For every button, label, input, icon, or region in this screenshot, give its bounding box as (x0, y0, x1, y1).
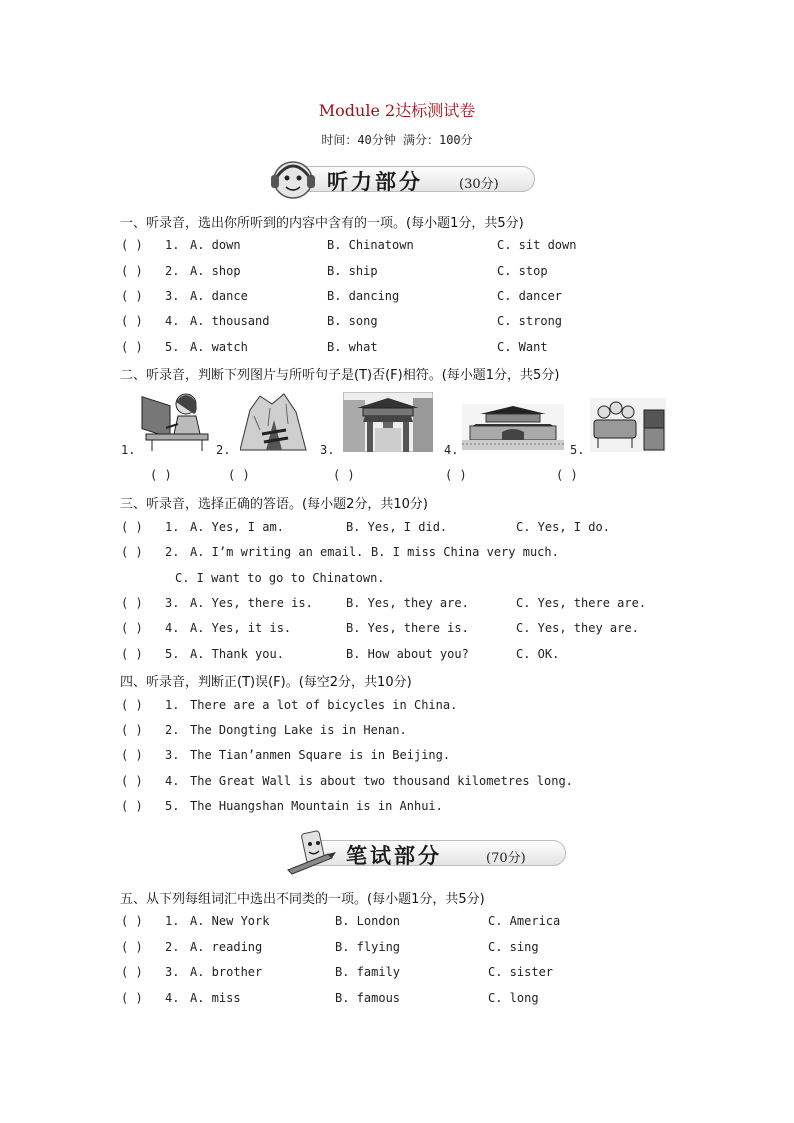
picture-number: 1. (121, 443, 136, 457)
option-b: B. How about you? (346, 647, 469, 661)
section3-heading: 三、听录音，选择正确的答语。(每小题2分，共10分) (120, 497, 428, 512)
option-b: B. Yes, I did. (346, 520, 448, 534)
listening-banner (255, 156, 535, 196)
answer-blank[interactable]: ( ) (121, 748, 143, 762)
answer-blank[interactable]: ( ) (121, 238, 143, 252)
answer-blank[interactable]: ( ) (121, 340, 143, 354)
option-c: C. long (488, 991, 539, 1005)
option-a: A. Thank you. (190, 647, 284, 661)
option-c: C. stop (497, 264, 548, 278)
option-a: A. brother (190, 965, 263, 979)
answer-blank[interactable]: ( ) (121, 289, 143, 303)
mountain-pine-picture (240, 390, 308, 452)
section4-heading: 四、听录音，判断正(T)误(F)。(每空2分，共10分) (120, 675, 412, 690)
item-number: 2. (165, 940, 180, 954)
picture-number: 5. (570, 443, 585, 457)
section1-heading: 一、听录音，选出你所听到的内容中含有的一项。(每小题1分，共5分) (120, 216, 524, 231)
option-a: A. Yes, it is. (190, 621, 292, 635)
option-b: B. what (327, 340, 378, 354)
item-number: 4. (165, 621, 180, 635)
exam-info: 时间：40分钟 满分：100分 (321, 133, 473, 147)
option-c: C. dancer (497, 289, 563, 303)
item-number: 1. (165, 914, 180, 928)
answer-blank[interactable]: ( ) (121, 621, 143, 635)
statement: The Tian’anmen Square is in Beijing. (190, 748, 451, 762)
item-number: 1. (165, 520, 180, 534)
family-watching-tv-picture (590, 398, 666, 452)
answer-blank[interactable]: ( ) (121, 965, 143, 979)
answer-blank[interactable]: ( ) (445, 468, 467, 482)
statement: The Great Wall is about two thousand kilometres long. (190, 774, 573, 788)
option-c: C. OK. (516, 647, 560, 661)
answer-blank[interactable]: ( ) (333, 468, 355, 482)
answer-blank[interactable]: ( ) (228, 468, 250, 482)
option-a: A. Yes, I am. (190, 520, 284, 534)
option-b: B. Chinatown (327, 238, 414, 252)
section5-heading: 五、从下列每组词汇中选出不同类的一项。(每小题1分，共5分) (120, 892, 485, 907)
option-b: B. famous (335, 991, 401, 1005)
answer-blank[interactable]: ( ) (121, 991, 143, 1005)
girl-at-computer-picture (140, 390, 210, 452)
option-a: A. reading (190, 940, 263, 954)
option-a: A. miss (190, 991, 241, 1005)
option-a: A. Yes, there is. (190, 596, 313, 610)
answer-blank[interactable]: ( ) (121, 799, 143, 813)
answer-blank[interactable]: ( ) (121, 314, 143, 328)
item-number: 2. (165, 723, 180, 737)
option-b: B. London (335, 914, 401, 928)
item-number: 1. (165, 238, 180, 252)
writing-banner-score: (70分) (486, 851, 526, 866)
section2-heading: 二、听录音，判断下列图片与所听句子是(T)否(F)相符。(每小题1分，共5分) (120, 368, 560, 383)
option-b: B. song (327, 314, 378, 328)
listening-banner-score: (30分) (459, 177, 499, 192)
option-b: B. dancing (327, 289, 400, 303)
option-c: C. sing (488, 940, 539, 954)
option-a: A. I’m writing an email. (190, 545, 364, 559)
option-c: C. Want (497, 340, 548, 354)
option-b: B. I miss China very much. (371, 545, 559, 559)
picture-number: 3. (320, 443, 335, 457)
option-c: C. America (488, 914, 561, 928)
headphones-mascot-icon (259, 156, 323, 202)
item-number: 1. (165, 698, 180, 712)
statement: There are a lot of bicycles in China. (190, 698, 458, 712)
option-b: B. Yes, they are. (346, 596, 469, 610)
tiananmen-picture (462, 404, 564, 450)
item-number: 4. (165, 774, 180, 788)
option-b: B. ship (327, 264, 378, 278)
item-number: 3. (165, 748, 180, 762)
option-a: A. New York (190, 914, 270, 928)
item-number: 2. (165, 545, 180, 559)
answer-blank[interactable]: ( ) (121, 545, 143, 559)
option-c: C. Yes, I do. (516, 520, 610, 534)
answer-blank[interactable]: ( ) (121, 520, 143, 534)
option-b: B. flying (335, 940, 401, 954)
item-number: 3. (165, 965, 180, 979)
answer-blank[interactable]: ( ) (556, 468, 578, 482)
item-number: 5. (165, 647, 180, 661)
item-number: 5. (165, 799, 180, 813)
item-number: 5. (165, 340, 180, 354)
option-c: C. I want to go to Chinatown. (175, 571, 385, 585)
option-c: C. strong (497, 314, 563, 328)
answer-blank[interactable]: ( ) (121, 940, 143, 954)
option-a: A. down (190, 238, 241, 252)
answer-blank[interactable]: ( ) (121, 774, 143, 788)
option-a: A. dance (190, 289, 248, 303)
statement: The Huangshan Mountain is in Anhui. (190, 799, 443, 813)
item-number: 2. (165, 264, 180, 278)
option-a: A. thousand (190, 314, 270, 328)
item-number: 4. (165, 991, 180, 1005)
item-number: 3. (165, 289, 180, 303)
answer-blank[interactable]: ( ) (121, 264, 143, 278)
statement: The Dongting Lake is in Henan. (190, 723, 407, 737)
answer-blank[interactable]: ( ) (121, 914, 143, 928)
item-number: 3. (165, 596, 180, 610)
answer-blank[interactable]: ( ) (121, 647, 143, 661)
answer-blank[interactable]: ( ) (121, 596, 143, 610)
picture-number: 4. (444, 443, 459, 457)
option-b: B. family (335, 965, 401, 979)
option-a: A. shop (190, 264, 241, 278)
answer-blank[interactable]: ( ) (121, 698, 143, 712)
chinatown-gate-picture (343, 392, 433, 452)
answer-blank[interactable]: ( ) (150, 468, 172, 482)
writing-banner (268, 830, 566, 870)
writing-banner-label: 笔试部分 (346, 844, 442, 868)
answer-blank[interactable]: ( ) (121, 723, 143, 737)
pencil-mascot-icon (282, 828, 342, 876)
listening-banner-label: 听力部分 (327, 170, 423, 194)
option-a: A. watch (190, 340, 248, 354)
option-c: C. Yes, there are. (516, 596, 647, 610)
option-c: C. Yes, they are. (516, 621, 639, 635)
page-title: Module 2达标测试卷 (318, 101, 476, 120)
picture-number: 2. (216, 443, 231, 457)
option-b: B. Yes, there is. (346, 621, 469, 635)
option-c: C. sit down (497, 238, 577, 252)
option-c: C. sister (488, 965, 554, 979)
item-number: 4. (165, 314, 180, 328)
